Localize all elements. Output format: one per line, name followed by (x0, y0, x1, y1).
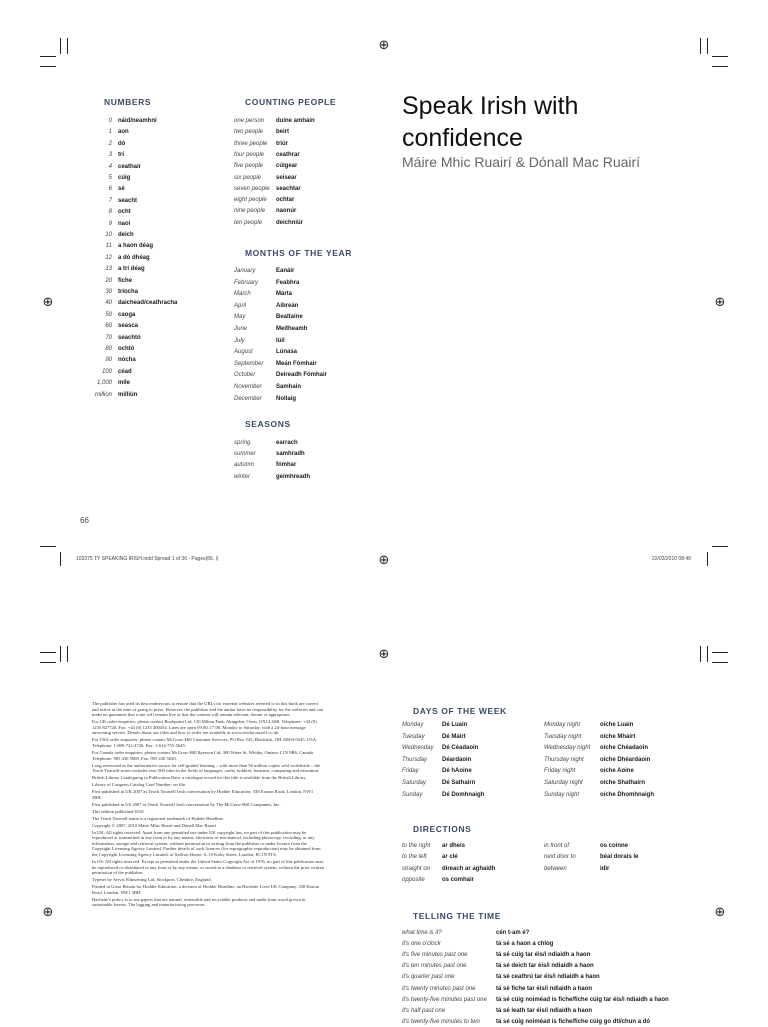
irish-number-word: seachtó (118, 334, 141, 341)
numeral: 0 (108, 118, 112, 124)
irish-term: oíche Shathairn (600, 780, 646, 786)
irish-term: Feabhra (276, 279, 300, 286)
irish-number-word: ocht (118, 209, 131, 216)
irish-number-word: náid/neamhní (118, 118, 157, 124)
crop-mark (707, 646, 708, 662)
irish-number-word: ochtó (118, 346, 135, 352)
numeral: 12 (105, 254, 112, 261)
irish-term: oíche Dhomhnaigh (600, 791, 654, 798)
english-term: eight people (234, 197, 267, 204)
slug-line: 103375 TY SPEAKING IRISH.indd Spread 1 of 36 - Pages(66, i) (76, 556, 219, 562)
english-term: January (234, 268, 256, 274)
irish-term: Deireadh Fómhair (276, 372, 328, 379)
english-term: Tuesday (402, 733, 425, 740)
english-term: Sunday (402, 791, 423, 798)
irish-number-word: trí (118, 152, 124, 159)
english-term: it's quarter past one (402, 974, 455, 981)
notice-paragraph: Printed in Great Britain for Hodder Education, a division of Hodder Headline, an Hachette Livre UK Company, 338 Euston Road, London, NW1 3BH. (92, 884, 320, 895)
english-term: summer (234, 451, 256, 458)
english-term: straight on (402, 865, 431, 872)
irish-number-word: nócha (118, 357, 136, 364)
irish-term: Dé hAoine (442, 768, 472, 775)
numeral: million (94, 391, 112, 398)
registration-mark-icon: ⊕ (714, 295, 726, 310)
irish-term: Bealtaine (276, 314, 303, 321)
english-term: between (544, 865, 567, 872)
irish-term: Dé Céadaoin (442, 745, 479, 752)
irish-term: tá sé cúig noiméad is fiche/fiche cúig tar éis/i ndiaidh a haon (496, 996, 669, 1003)
numeral: 2 (108, 140, 112, 147)
irish-term: Nollaig (276, 395, 297, 402)
notice-paragraph: The Teach Yourself name is a registered trademark of Hodder Headline. (92, 815, 224, 821)
irish-term: Iúil (276, 337, 285, 344)
english-term: Monday (402, 722, 424, 728)
irish-number-word: ceathair (118, 163, 142, 170)
irish-term: díreach ar aghaidh (442, 865, 496, 872)
crop-mark (60, 646, 61, 662)
notice-paragraph: Copyright © 2007, 2010 Máire Mhic Ruairí and Dónall Mac Ruairí (92, 822, 217, 828)
crop-mark (707, 38, 708, 54)
page-number: 66 (80, 516, 89, 525)
english-term: June (234, 326, 248, 332)
irish-term: Lúnasa (276, 349, 298, 356)
irish-term: oíche Luain (600, 722, 634, 728)
english-term: October (234, 372, 256, 379)
irish-number-word: caoga (118, 311, 136, 318)
irish-term: tá sé a haon a chlog (496, 941, 554, 948)
irish-term: ochtar (276, 197, 295, 204)
numeral: 80 (105, 346, 112, 352)
irish-number-word: seasca (118, 323, 139, 330)
irish-number-word: a trí déag (118, 266, 145, 273)
crop-mark (712, 66, 728, 67)
crop-mark (40, 652, 56, 653)
crop-mark (700, 646, 701, 662)
numeral: 90 (105, 357, 112, 364)
crop-mark (60, 552, 61, 566)
irish-number-word: a haon déag (118, 243, 154, 250)
english-term: March (234, 291, 251, 298)
irish-number-word: seacht (118, 197, 138, 204)
crop-mark (67, 646, 68, 662)
english-term: winter (234, 473, 251, 480)
irish-term: os coinne (600, 843, 629, 849)
irish-term: seachtar (276, 185, 301, 192)
counting-people-heading: COUNTING PEOPLE (245, 97, 337, 107)
irish-term: samhradh (276, 451, 305, 458)
numeral: 4 (108, 163, 112, 170)
irish-term: triúr (276, 140, 288, 147)
english-term: one person (234, 118, 265, 124)
irish-number-word: fiche (118, 277, 133, 284)
crop-mark (40, 56, 56, 57)
english-term: Monday night (544, 722, 581, 728)
numeral: 8 (108, 209, 112, 216)
english-term: to the right (402, 843, 431, 849)
irish-term: geimhreadh (276, 473, 311, 480)
numeral: 9 (108, 220, 112, 227)
crop-mark (712, 546, 728, 547)
crop-mark (700, 38, 701, 54)
irish-term: ceathrar (276, 151, 300, 158)
telling-time-heading: TELLING THE TIME (413, 911, 501, 921)
irish-term: Samhain (276, 384, 302, 390)
english-term: to the left (402, 854, 427, 861)
english-term: autumn (234, 462, 255, 469)
english-term: it's ten minutes past one (402, 963, 467, 970)
irish-term: oíche Chéadaoin (600, 745, 649, 752)
irish-term: tá sé leath tar éis/i ndiaidh a haon (496, 1007, 593, 1014)
crop-mark (67, 38, 68, 54)
english-term: spring (234, 440, 251, 446)
crop-mark (712, 662, 728, 663)
english-term: Saturday night (544, 780, 583, 786)
english-term: it's twenty-five minutes to two (402, 1018, 480, 1025)
irish-number-word: míle (118, 380, 131, 387)
irish-term: Márta (276, 291, 293, 298)
irish-term: os comhair (442, 877, 475, 884)
notice-paragraph: Typeset by Servis Filmsetting Ltd, Stockport, Cheshire, England. (92, 877, 212, 883)
english-term: it's half past one (402, 1007, 446, 1014)
publisher-notice (92, 701, 324, 909)
book-title: Speak Irish with confidence (402, 92, 579, 152)
notice-paragraph: For USA order enquiries: please contact McGraw-Hill Customer Services, PO Box 545, Blacklick, OH 43004-0545, USA. Telephone: 1-800-722-4726. Fax: 1-614-755-5645. (92, 737, 318, 748)
notice-paragraph: Long renowned as the authoritative source for self-guided learning – with more than 50 million copies sold worldwide – the Teach Yourself series includes over 500 titles in the fields of languages, crafts, hobbies, business, computing and education. (92, 762, 320, 774)
crop-mark (712, 652, 728, 653)
crop-mark (712, 56, 728, 57)
english-term: Wednesday night (544, 745, 591, 752)
notice-paragraph: Library of Congress Catalog Card Number: on file. (92, 782, 187, 788)
english-term: December (234, 395, 262, 402)
months-heading: MONTHS OF THE YEAR (245, 248, 352, 258)
registration-mark-icon: ⊕ (42, 905, 54, 920)
english-term: Friday (402, 768, 419, 775)
numeral: 6 (108, 186, 112, 193)
english-term: it's twenty-five minutes past one (402, 996, 487, 1003)
irish-term: cúigear (276, 163, 298, 170)
english-term: four people (234, 151, 265, 158)
irish-term: tá sé deich tar éis/i ndiaidh a haon (496, 963, 594, 970)
numeral: 70 (105, 334, 112, 341)
english-term: May (234, 314, 246, 321)
english-term: in front of (544, 843, 570, 849)
registration-mark-icon: ⊕ (378, 647, 390, 662)
registration-mark-icon: ⊕ (378, 38, 390, 53)
irish-number-word: naoi (118, 220, 131, 227)
irish-number-word: cúig (118, 175, 131, 181)
english-term: July (234, 337, 245, 344)
numeral: 40 (105, 300, 112, 307)
irish-term: tá sé cúig noiméad is fiche/fiche cúig go dtí/chun a dó (496, 1018, 651, 1025)
irish-term: Aibreán (276, 302, 299, 309)
irish-term: Dé Máirt (442, 733, 466, 740)
irish-term: earrach (276, 440, 298, 446)
english-term: it's five minutes past one (402, 952, 468, 959)
irish-number-word: céad (118, 368, 132, 375)
numeral: 11 (105, 243, 112, 250)
english-term: September (234, 360, 264, 367)
irish-number-word: sé (118, 186, 125, 193)
crop-mark (40, 66, 56, 67)
notice-paragraph: First published in US 2007 as Teach Yourself Irish conversation by The McGraw-Hill Companies, Inc. (92, 801, 281, 807)
registration-mark-icon: ⊕ (378, 553, 390, 568)
english-term: Tuesday night (544, 733, 582, 740)
irish-term: ar clé (442, 854, 458, 861)
notice-paragraph: In US: All rights reserved. Except as permitted under the United States Copyright Act of 1976, no part of this publication may be reproduced or distributed in any form or by any means, or stored in a database or retrieval system, without the prior written permission of the publisher. (92, 858, 324, 876)
english-term: nine people (234, 208, 266, 215)
english-term: ten people (234, 219, 263, 226)
english-term: opposite (402, 877, 425, 884)
english-term: August (234, 349, 253, 356)
english-term: Sunday night (544, 791, 580, 798)
english-term: April (234, 302, 247, 309)
numeral: 30 (105, 289, 112, 295)
numeral: 20 (105, 277, 112, 284)
english-term: seven people (234, 185, 270, 192)
notice-paragraph: Hachette's policy is to use papers that are natural, renewable and recyclable products and made from wood grown in sustainable forests. The logging and manufacturing processes (92, 896, 306, 908)
irish-term: Déardaoin (442, 756, 472, 763)
book-authors: Máire Mhic Ruairí & Dónall Mac Ruairí (402, 154, 641, 170)
irish-term: oíche Mháirt (600, 733, 636, 740)
irish-term: seisear (276, 174, 297, 181)
numeral: 50 (105, 311, 112, 318)
english-term: Saturday (402, 780, 427, 786)
registration-mark-icon: ⊕ (714, 905, 726, 920)
irish-term: Dé Domhnaigh (442, 791, 485, 798)
irish-number-word: tríocha (118, 289, 139, 295)
irish-number-word: deich (118, 232, 134, 238)
irish-term: ar dheis (442, 843, 466, 849)
irish-term: tá sé ceathrú tar éis/i ndiaidh a haon (496, 974, 600, 981)
crop-mark (40, 662, 56, 663)
irish-term: naonúr (276, 208, 297, 215)
numeral: 60 (105, 323, 112, 330)
irish-term: oíche Dhéardaoin (600, 756, 651, 763)
english-term: Friday night (544, 768, 576, 775)
numeral: 10 (105, 232, 112, 238)
irish-term: béal dorais le (600, 854, 639, 861)
irish-number-word: daichead/ceathracha (118, 300, 178, 307)
irish-term: duine amháin (276, 118, 315, 124)
notice-paragraph: British Library Cataloguing in Publication Data: a catalogue record for this title is available from the British Library. (92, 775, 307, 781)
numeral: 13 (105, 266, 112, 273)
irish-term: fómhar (276, 462, 297, 469)
numeral: 100 (101, 368, 112, 375)
slug-date: 22/03/2010 08:49 (652, 556, 691, 562)
directions-heading: DIRECTIONS (413, 824, 472, 834)
english-term: Thursday night (544, 756, 584, 763)
irish-term: cén t-am é? (496, 930, 530, 936)
irish-term: Dé Luain (442, 722, 468, 728)
english-term: it's twenty minutes past one (402, 985, 476, 992)
english-term: Wednesday (402, 745, 434, 752)
seasons-heading: SEASONS (245, 419, 291, 429)
english-term: two people (234, 129, 264, 136)
registration-mark-icon: ⊕ (42, 295, 54, 310)
english-term: what time is it? (402, 930, 442, 936)
notice-paragraph: The publisher has used its best endeavours to ensure that the URLs for external websites referred to in this book are correct and active at the time of going to press. However, the publisher and the author have no responsibility for the websites and can make no guarantee that a site will remain live or that the content will remain relevant, decent or appropriate. (92, 701, 323, 718)
notice-paragraph: In UK: All rights reserved. Apart from any permitted use under UK copyright law, no part of this publication may be reproduced or transmitted in any form or by any means, electronic or mechanical, including photocopy, recording, or any information, storage and retrieval system, without permission in writing from the publisher or under licence from the Copyright Licensing Agency Limited. Further details of such licences (for reprographic reproduction) may be obtained from the Copyright Licensing Agency Limited, of Saffron House, 6–10 Kirby Street, London, EC1N 8TS. (92, 829, 321, 857)
notice-paragraph: This edition published 2010. (92, 808, 145, 814)
numeral: 5 (108, 175, 112, 181)
english-term: Thursday (402, 756, 428, 763)
irish-term: Meitheamh (276, 326, 308, 332)
irish-term: tá sé cúig tar éis/i ndiaidh a haon (496, 952, 591, 959)
irish-term: Dé Sathairn (442, 780, 476, 786)
notice-paragraph: For UK order enquiries: please contact Bookpoint Ltd, 130 Milton Park, Abingdon, Oxon, OX14 4SB. Telephone: +44 (0) 1235 827720. Fax: +44 (0) 1235 400454. Lines are open 09.00–17.00, Monday to Saturday, with a 24-hour message answering service. Details about our titles and how to order are available at www.teachyourself.co.uk (92, 719, 317, 736)
numeral: 1 (108, 129, 112, 136)
irish-number-word: milliún (118, 391, 138, 398)
irish-term: Eanáir (276, 268, 295, 274)
irish-number-word: aon (118, 129, 129, 136)
irish-term: idir (600, 865, 610, 872)
irish-term: Meán Fómhair (276, 360, 317, 367)
english-term: November (234, 384, 262, 390)
irish-term: tá sé fiche tar éis/i ndiaidh a haon (496, 985, 593, 992)
numeral: 7 (108, 197, 112, 204)
english-term: February (234, 279, 259, 286)
english-term: five people (234, 163, 264, 170)
english-term: three people (234, 140, 268, 147)
english-term: six people (234, 174, 262, 181)
numeral: 3 (108, 152, 112, 159)
irish-term: deichniúr (276, 219, 304, 226)
english-term: next door to (544, 854, 576, 861)
irish-term: oíche Aoine (600, 768, 634, 775)
numbers-heading: NUMBERS (104, 97, 152, 107)
notice-paragraph: First published in UK 2007 as Teach Yourself Irish conversation by Hodder Education, 338 Euston Road, London, NW1 3BH. (92, 789, 314, 800)
irish-number-word: a dó dhéag (118, 254, 150, 261)
irish-term: beirt (276, 129, 290, 136)
irish-number-word: dó (118, 140, 126, 147)
english-term: it's one o'clock (402, 941, 441, 948)
crop-mark (707, 552, 708, 566)
crop-mark (60, 38, 61, 54)
numeral: 1,000 (96, 380, 112, 387)
notice-paragraph: For Canada order enquiries: please contact McGraw-Hill Ryerson Ltd, 300 Water St, Whitby, Ontario L1N 9B6, Canada. Telephone: 905 430 5000. Fax: 905 430 5020. (92, 749, 315, 761)
days-heading: DAYS OF THE WEEK (413, 706, 507, 716)
crop-mark (40, 546, 56, 547)
